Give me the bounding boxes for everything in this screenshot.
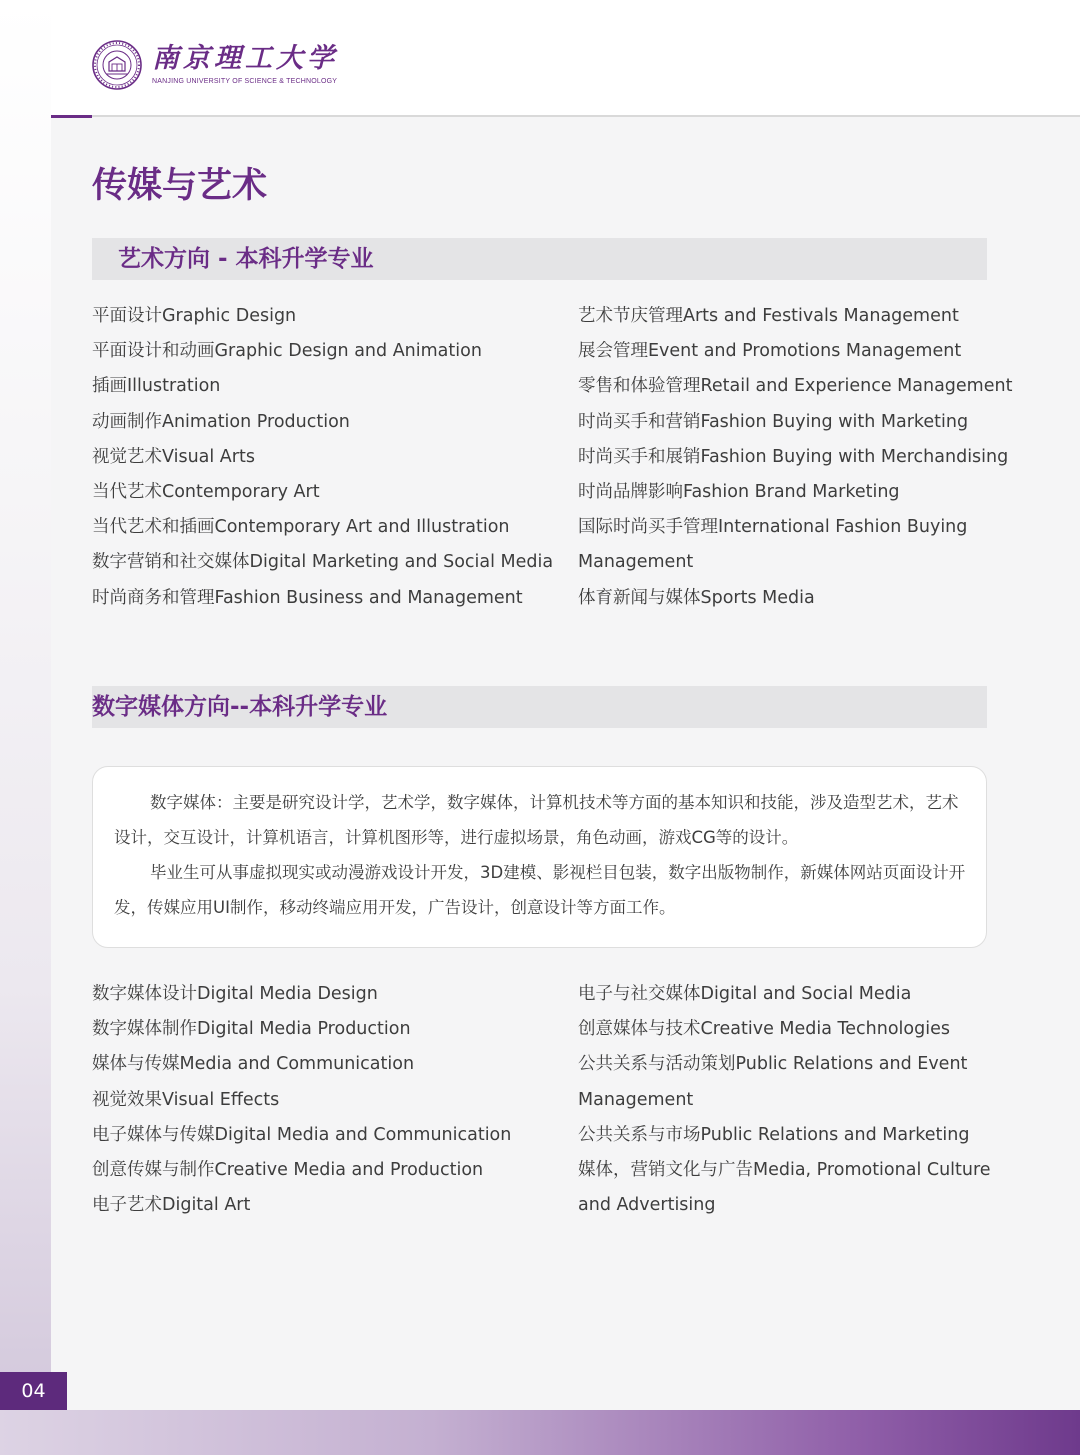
list-item: 电子与社交媒体Digital and Social Media <box>578 984 912 1004</box>
list-item: 零售和体验管理Retail and Experience Management <box>578 376 1013 397</box>
footer-gradient-band <box>0 1410 1080 1455</box>
list-item: 平面设计和动画Graphic Design and Animation <box>92 341 482 362</box>
page-title: 传媒与艺术 <box>92 166 268 206</box>
list-item: 公共关系与市场Public Relations and Marketing <box>578 1124 970 1145</box>
list-item: 视觉效果Visual Effects <box>92 1089 280 1110</box>
list-item: 时尚买手和展销Fashion Buying with Merchandising <box>578 446 1009 467</box>
section-title-digital-media: 数字媒体方向--本科升学专业 <box>92 694 388 720</box>
digital-majors-right <box>578 977 991 1223</box>
page-number: 04 <box>0 1372 67 1410</box>
list-item: 创意媒体与技术Creative Media Technologies <box>578 1019 950 1040</box>
list-item: 电子艺术Digital Art <box>92 1195 251 1216</box>
list-item: 平面设计Graphic Design <box>92 306 297 326</box>
art-majors-left <box>92 299 553 616</box>
list-item: 动画制作Animation Production <box>92 411 350 432</box>
list-item: 当代艺术和插画Contemporary Art and Illustration <box>92 517 510 538</box>
list-item: 插画Illustration <box>92 376 221 397</box>
digital-majors-left <box>92 977 511 1223</box>
list-item: 创意传媒与制作Creative Media and Production <box>92 1160 484 1181</box>
list-item: 体育新闻与媒体Sports Media <box>578 587 815 608</box>
list-item: 艺术节庆管理Arts and Festivals Management <box>578 306 959 326</box>
list-item: 媒体，营销文化与广告Media, Promotional Culture <box>578 1160 991 1181</box>
digital-media-description <box>92 766 987 948</box>
list-item: 公共关系与活动策划Public Relations and Event <box>578 1054 968 1075</box>
description-paragraph: 数字媒体：主要是研究设计学，艺术学，数字媒体，计算机技术等方面的基本知识和技能，涉及造型艺术，艺术设计，交互设计，计算机语言，计算机图形等，进行虚拟场景，角色动画，游戏CG等的设计。 <box>114 793 959 847</box>
list-item: 媒体与传媒Media and Communication <box>92 1054 415 1075</box>
header-divider <box>51 115 1080 117</box>
logo-english-name: NANJING UNIVERSITY OF SCIENCE & TECHNOLOGY <box>152 78 338 85</box>
list-item: 国际时尚买手管理International Fashion Buying <box>578 517 968 538</box>
art-majors-right <box>578 299 1012 616</box>
university-logo <box>92 40 338 90</box>
university-seal-icon <box>92 40 142 90</box>
list-item: 电子媒体与传媒Digital Media and Communication <box>92 1124 512 1145</box>
list-item: Management <box>578 552 694 573</box>
section-header-digital-media <box>92 686 987 728</box>
side-gradient <box>0 0 51 1410</box>
list-item: 数字营销和社交媒体Digital Marketing and Social Media <box>92 552 554 573</box>
list-item: 视觉艺术Visual Arts <box>92 446 255 467</box>
list-item: 时尚商务和管理Fashion Business and Management <box>92 587 523 608</box>
list-item: 展会管理Event and Promotions Management <box>578 341 962 362</box>
section-header-art <box>92 238 987 280</box>
list-item: Management <box>578 1089 694 1110</box>
list-item: and Advertising <box>578 1195 716 1216</box>
list-item: 当代艺术Contemporary Art <box>92 482 320 503</box>
section-title-art: 艺术方向 - 本科升学专业 <box>118 246 374 272</box>
list-item: 时尚品牌影响Fashion Brand Marketing <box>578 482 900 503</box>
header-accent <box>51 115 92 118</box>
description-paragraph: 毕业生可从事虚拟现实或动漫游戏设计开发，3D建模、影视栏目包装，数字出版物制作，新媒体网站页面设计开发，传媒应用UI制作，移动终端应用开发，广告设计，创意设计等方面工作。 <box>114 863 966 917</box>
list-item: 数字媒体制作Digital Media Production <box>92 1019 411 1040</box>
list-item: 数字媒体设计Digital Media Design <box>92 984 378 1004</box>
logo-chinese-name: 南京理工大学 <box>152 43 338 74</box>
list-item: 时尚买手和营销Fashion Buying with Marketing <box>578 411 969 432</box>
